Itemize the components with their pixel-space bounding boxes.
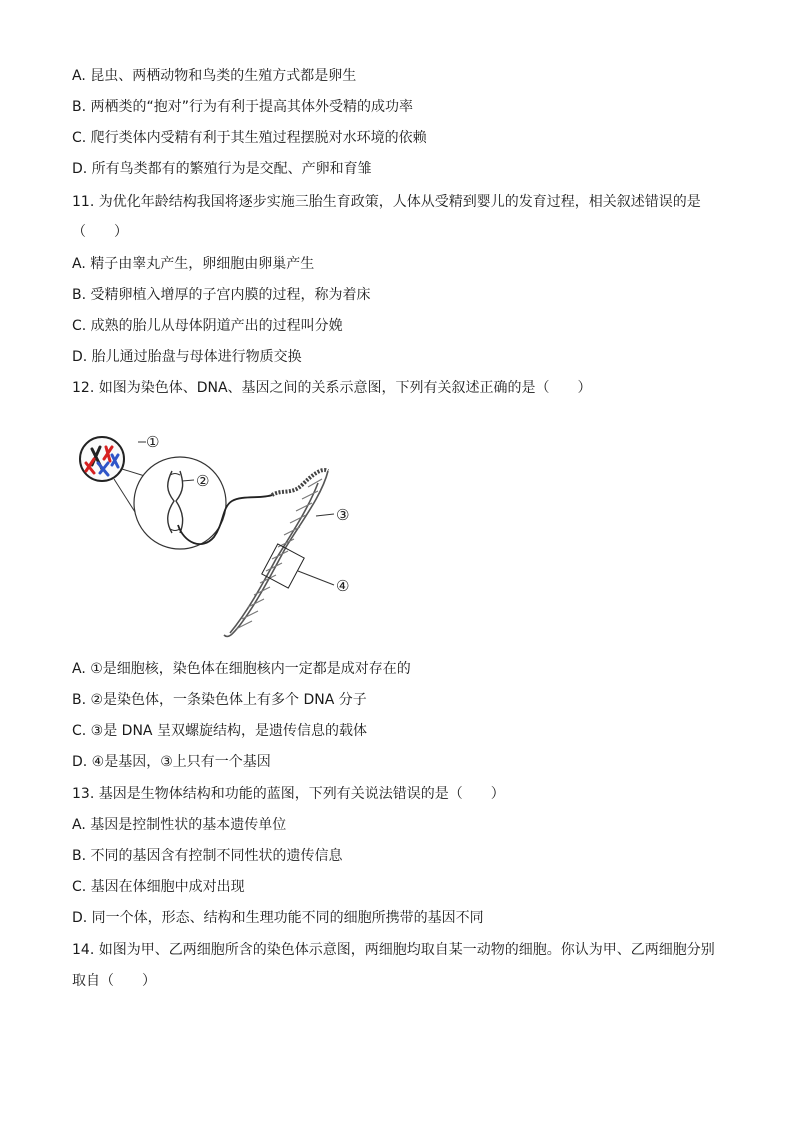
label-1: ① [146, 433, 160, 451]
dna-helix-figure [224, 470, 328, 637]
q12-stem: 12. 如图为染色体、DNA、基因之间的关系示意图，下列有关叙述正确的是（ ） [72, 380, 592, 396]
q13-option-a: A. 基因是控制性状的基本遗传单位 [72, 817, 287, 833]
q11-stem: 11. 为优化年龄结构我国将逐步实施三胎生育政策，人体从受精到婴儿的发育过程，相关叙述错误的是 [72, 194, 701, 210]
q12-option-d: D. ④是基因，③上只有一个基因 [72, 754, 271, 770]
label-4: ④ [336, 577, 350, 595]
chromosome-dna-gene-diagram [72, 425, 372, 647]
q11-option-d: D. 胎儿通过胎盘与母体进行物质交换 [72, 349, 302, 365]
q11-stem-continuation: （ ） [72, 224, 128, 240]
q13-option-b: B. 不同的基因含有控制不同性状的遗传信息 [72, 848, 343, 864]
q10-option-b: B. 两栖类的“抱对”行为有利于提高其体外受精的成功率 [72, 99, 414, 115]
chromosome-figure [134, 457, 272, 549]
q13-stem: 13. 基因是生物体结构和功能的蓝图，下列有关说法错误的是（ ） [72, 786, 505, 802]
nucleus-figure [80, 437, 124, 481]
q10-option-c: C. 爬行类体内受精有利于其生殖过程摆脱对水环境的依赖 [72, 130, 427, 146]
q11-option-a: A. 精子由睾丸产生，卵细胞由卵巢产生 [72, 256, 315, 272]
q12-option-c: C. ③是 DNA 呈双螺旋结构，是遗传信息的载体 [72, 723, 367, 739]
q12-option-a: A. ①是细胞核，染色体在细胞核内一定都是成对存在的 [72, 661, 411, 677]
q13-option-c: C. 基因在体细胞中成对出现 [72, 879, 245, 895]
q13-option-d: D. 同一个体，形态、结构和生理功能不同的细胞所携带的基因不同 [72, 910, 484, 926]
q10-option-a: A. 昆虫、两栖动物和鸟类的生殖方式都是卵生 [72, 68, 357, 84]
q14-stem-continuation: 取自（ ） [72, 973, 156, 989]
q14-stem: 14. 如图为甲、乙两细胞所含的染色体示意图，两细胞均取自某一动物的细胞。你认为甲、乙两细胞分别 [72, 942, 715, 958]
q11-option-c: C. 成熟的胎儿从母体阴道产出的过程叫分娩 [72, 318, 343, 334]
label-2: ② [196, 472, 210, 490]
q12-option-b: B. ②是染色体，一条染色体上有多个 DNA 分子 [72, 692, 367, 708]
q10-option-d: D. 所有鸟类都有的繁殖行为是交配、产卵和育雏 [72, 161, 372, 177]
label-3: ③ [336, 506, 350, 524]
q11-option-b: B. 受精卵植入增厚的子宫内膜的过程，称为着床 [72, 287, 371, 303]
